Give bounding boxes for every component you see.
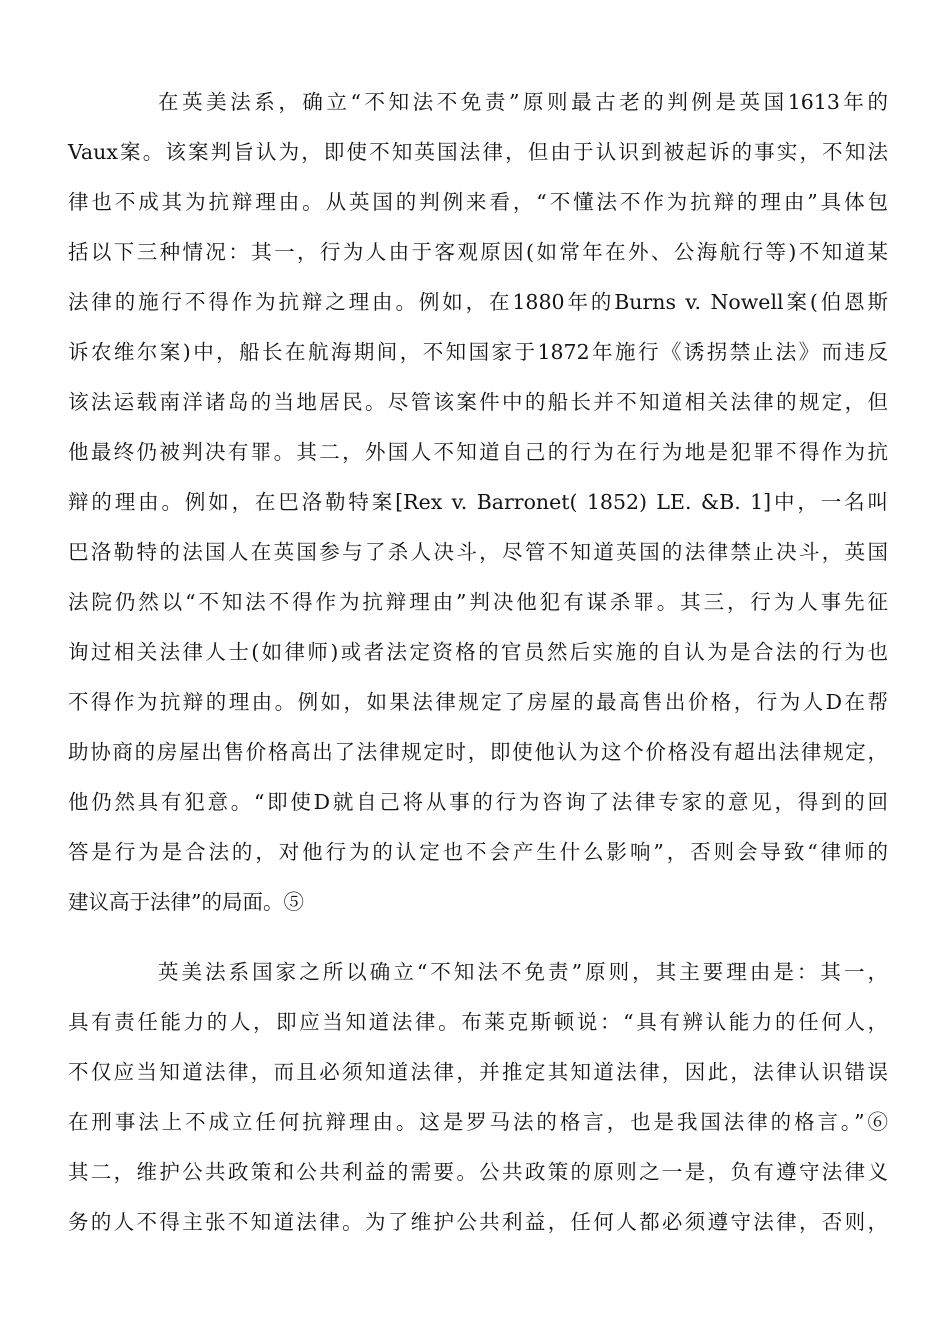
paragraph-1-line-8: 他最终仍被判决有罪。其二，外国人不知道自己的行为在行为地是犯罪不得作为抗: [68, 440, 888, 464]
paragraph-1-line-7: 该法运载南洋诸岛的当地居民。尽管该案件中的船长并不知道相关法律的规定，但: [68, 390, 888, 414]
paragraph-2-line-5: 其二，维护公共政策和公共利益的需要。公共政策的原则之一是，负有遵守法律义: [68, 1160, 888, 1184]
paragraph-2-line-6: 务的人不得主张不知道法律。为了维护公共利益，任何人都必须遵守法律，否则，: [68, 1210, 888, 1234]
paragraph-1-line-1: 在英美法系，确立“不知法不免责”原则最古老的判例是英国1613年的: [158, 90, 888, 114]
paragraph-1-line-4: 括以下三种情况：其一，行为人由于客观原因(如常年在外、公海航行等)不知道某: [68, 240, 888, 264]
paragraph-1-line-10: 巴洛勒特的法国人在英国参与了杀人决斗，尽管不知道英国的法律禁止决斗，英国: [68, 540, 888, 564]
paragraph-1-line-6: 诉农维尔案)中，船长在航海期间，不知国家于1872年施行《诱拐禁止法》而违反: [68, 340, 888, 364]
paragraph-1-line-11: 法院仍然以“不知法不得作为抗辩理由”判决他犯有谋杀罪。其三，行为人事先征: [68, 590, 888, 614]
paragraph-1-line-14: 助协商的房屋出售价格高出了法律规定时，即使他认为这个价格没有超出法律规定，: [68, 740, 888, 764]
paragraph-1-line-12: 询过相关法律人士(如律师)或者法定资格的官员然后实施的自认为是合法的行为也: [68, 640, 888, 664]
paragraph-2-line-2: 具有责任能力的人，即应当知道法律。布莱克斯顿说：“具有辨认能力的任何人，: [68, 1010, 888, 1034]
paragraph-1-line-2: Vaux案。该案判旨认为，即使不知英国法律，但由于认识到被起诉的事实，不知法: [68, 140, 888, 164]
paragraph-2-line-1: 英美法系国家之所以确立“不知法不免责”原则，其主要理由是：其一，: [158, 960, 888, 984]
paragraph-1-line-16: 答是行为是合法的，对他行为的认定也不会产生什么影响”，否则会导致“律师的: [68, 840, 888, 864]
paragraph-1-line-3: 律也不成其为抗辩理由。从英国的判例来看，“不懂法不作为抗辩的理由”具体包: [68, 190, 888, 214]
paragraph-2-line-3: 不仅应当知道法律，而且必须知道法律，并推定其知道法律，因此，法律认识错误: [68, 1060, 888, 1084]
paragraph-1-line-9: 辩的理由。例如，在巴洛勒特案[Rex v. Barronet( 1852) LE. &B. 1]中，一名叫: [68, 490, 888, 514]
paragraph-1-line-15: 他仍然具有犯意。“即使D就自己将从事的行为咨询了法律专家的意见，得到的回: [68, 790, 888, 814]
paragraph-2-line-4: 在刑事法上不成立任何抗辩理由。这是罗马法的格言，也是我国法律的格言。”⑥: [68, 1110, 888, 1134]
paragraph-1-line-13: 不得作为抗辩的理由。例如，如果法律规定了房屋的最高售出价格，行为人D在帮: [68, 690, 888, 714]
paragraph-1-line-5: 法律的施行不得作为抗辩之理由。例如，在1880年的Burns v. Nowell案(伯恩斯: [68, 290, 888, 314]
paragraph-1-line-17: 建议高于法律”的局面。⑤: [68, 890, 304, 914]
